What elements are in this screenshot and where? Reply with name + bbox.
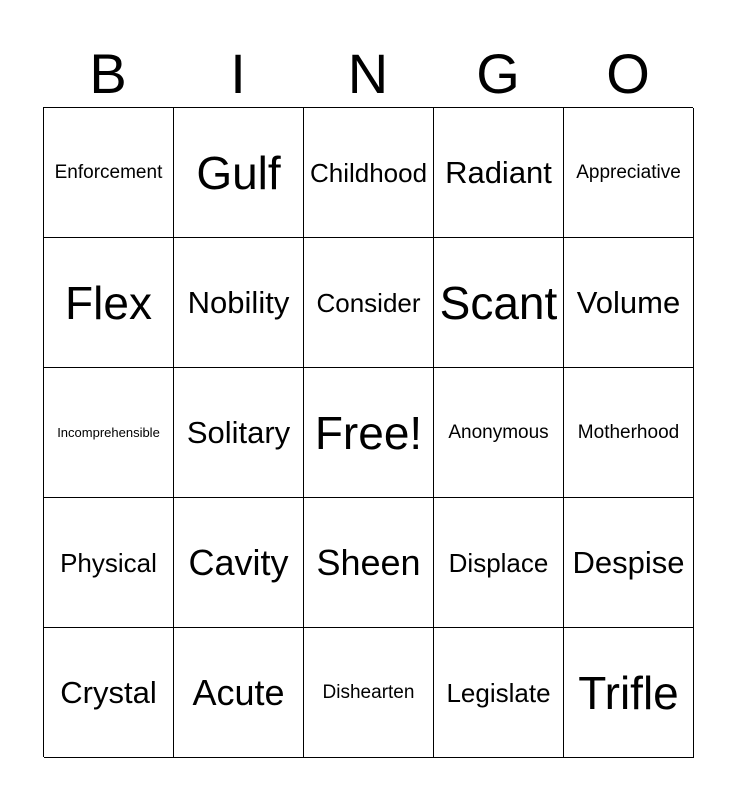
- bingo-cell[interactable]: Gulf: [174, 108, 304, 238]
- bingo-cell[interactable]: Nobility: [174, 238, 304, 368]
- header-letter-g: G: [476, 42, 520, 105]
- bingo-cell[interactable]: Trifle: [564, 628, 694, 758]
- bingo-cell[interactable]: Despise: [564, 498, 694, 628]
- bingo-cell[interactable]: Solitary: [174, 368, 304, 498]
- bingo-cell[interactable]: Sheen: [304, 498, 434, 628]
- bingo-cell[interactable]: Physical: [44, 498, 174, 628]
- bingo-cell[interactable]: Enforcement: [44, 108, 174, 238]
- bingo-board: [43, 107, 693, 757]
- free-space-cell[interactable]: Free!: [304, 368, 434, 498]
- bingo-cell[interactable]: Flex: [44, 238, 174, 368]
- bingo-cell[interactable]: Consider: [304, 238, 434, 368]
- bingo-cell[interactable]: Radiant: [434, 108, 564, 238]
- bingo-cell[interactable]: Dishearten: [304, 628, 434, 758]
- header-letter-o: O: [606, 42, 650, 105]
- bingo-cell[interactable]: Incomprehensible: [44, 368, 174, 498]
- bingo-cell[interactable]: Childhood: [304, 108, 434, 238]
- header-letter-n: N: [347, 42, 389, 105]
- bingo-cell[interactable]: Volume: [564, 238, 694, 368]
- bingo-cell[interactable]: Scant: [434, 238, 564, 368]
- bingo-cell[interactable]: Displace: [434, 498, 564, 628]
- bingo-cell[interactable]: Cavity: [174, 498, 304, 628]
- bingo-cell[interactable]: Legislate: [434, 628, 564, 758]
- header-letter-b: B: [89, 42, 127, 105]
- bingo-cell[interactable]: Motherhood: [564, 368, 694, 498]
- bingo-cell[interactable]: Anonymous: [434, 368, 564, 498]
- bingo-cell[interactable]: Appreciative: [564, 108, 694, 238]
- bingo-cell[interactable]: Crystal: [44, 628, 174, 758]
- header-letter-i: I: [230, 42, 246, 105]
- bingo-header: [43, 40, 693, 108]
- bingo-cell[interactable]: Acute: [174, 628, 304, 758]
